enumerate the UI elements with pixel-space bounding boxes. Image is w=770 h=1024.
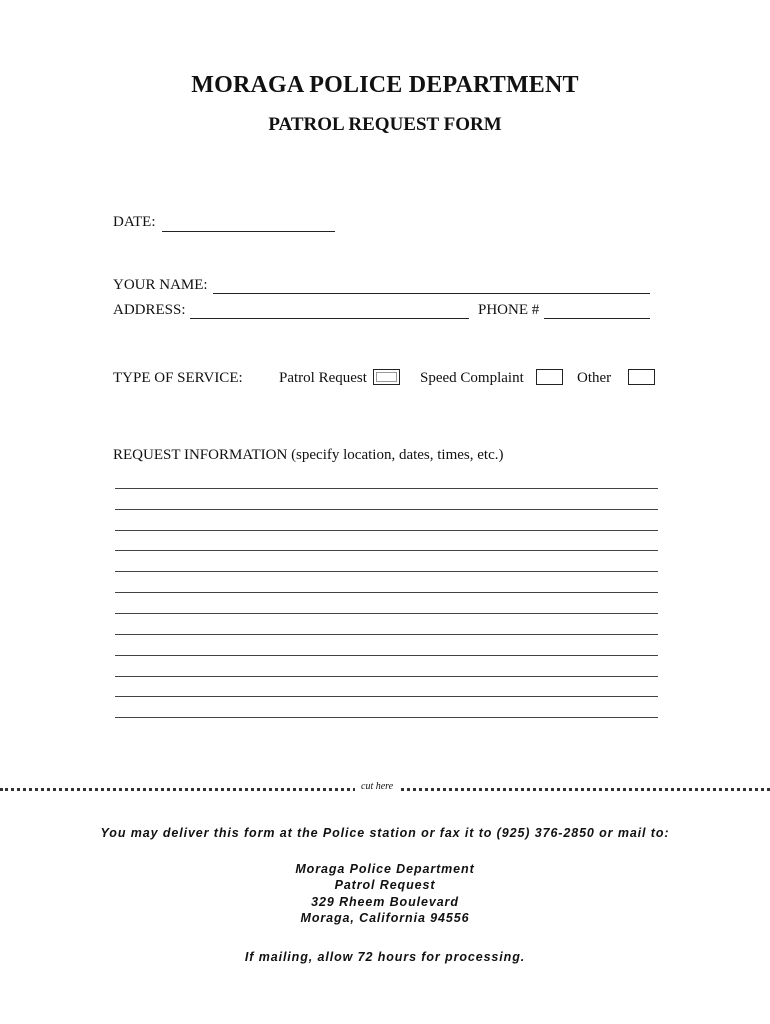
form-title: MORAGA POLICE DEPARTMENT — [191, 72, 579, 98]
request-info-label: REQUEST INFORMATION (specify location, dates, times, etc.) — [113, 447, 504, 463]
patrol-request-checkbox[interactable] — [373, 369, 400, 385]
request-line-6[interactable] — [115, 592, 658, 593]
speed-complaint-checkbox[interactable] — [536, 369, 563, 385]
request-line-11[interactable] — [115, 696, 658, 697]
name-label: YOUR NAME: — [113, 277, 208, 293]
request-line-1[interactable] — [115, 488, 658, 489]
phone-field[interactable] — [544, 318, 650, 319]
other-checkbox[interactable] — [628, 369, 655, 385]
mail-address-line-4: Moraga, California 94556 — [300, 911, 470, 925]
mail-address-line-1: Moraga Police Department — [295, 862, 475, 876]
request-line-8[interactable] — [115, 634, 658, 635]
request-line-2[interactable] — [115, 509, 658, 510]
phone-label: PHONE # — [478, 302, 540, 318]
form-subtitle: PATROL REQUEST FORM — [268, 114, 502, 135]
date-label: DATE: — [113, 214, 156, 230]
request-line-5[interactable] — [115, 571, 658, 572]
request-line-12[interactable] — [115, 717, 658, 718]
request-line-3[interactable] — [115, 530, 658, 531]
request-line-7[interactable] — [115, 613, 658, 614]
service-label: TYPE OF SERVICE: — [113, 370, 243, 386]
address-field[interactable] — [190, 318, 469, 319]
patrol-request-label: Patrol Request — [279, 370, 367, 386]
request-line-9[interactable] — [115, 655, 658, 656]
request-line-10[interactable] — [115, 676, 658, 677]
other-label: Other — [577, 370, 612, 386]
request-line-4[interactable] — [115, 550, 658, 551]
delivery-instructions: You may deliver this form at the Police station or fax it to (925) 376-2850 or mail to: — [100, 826, 670, 840]
mail-address-line-3: 329 Rheem Boulevard — [311, 895, 459, 909]
name-field[interactable] — [213, 293, 650, 294]
address-label: ADDRESS: — [113, 302, 186, 318]
mail-address-line-2: Patrol Request — [334, 878, 436, 892]
mailing-note: If mailing, allow 72 hours for processing. — [244, 950, 526, 964]
date-field[interactable] — [162, 231, 335, 232]
speed-complaint-label: Speed Complaint — [420, 370, 524, 386]
cut-here-label: cut here — [355, 781, 399, 792]
